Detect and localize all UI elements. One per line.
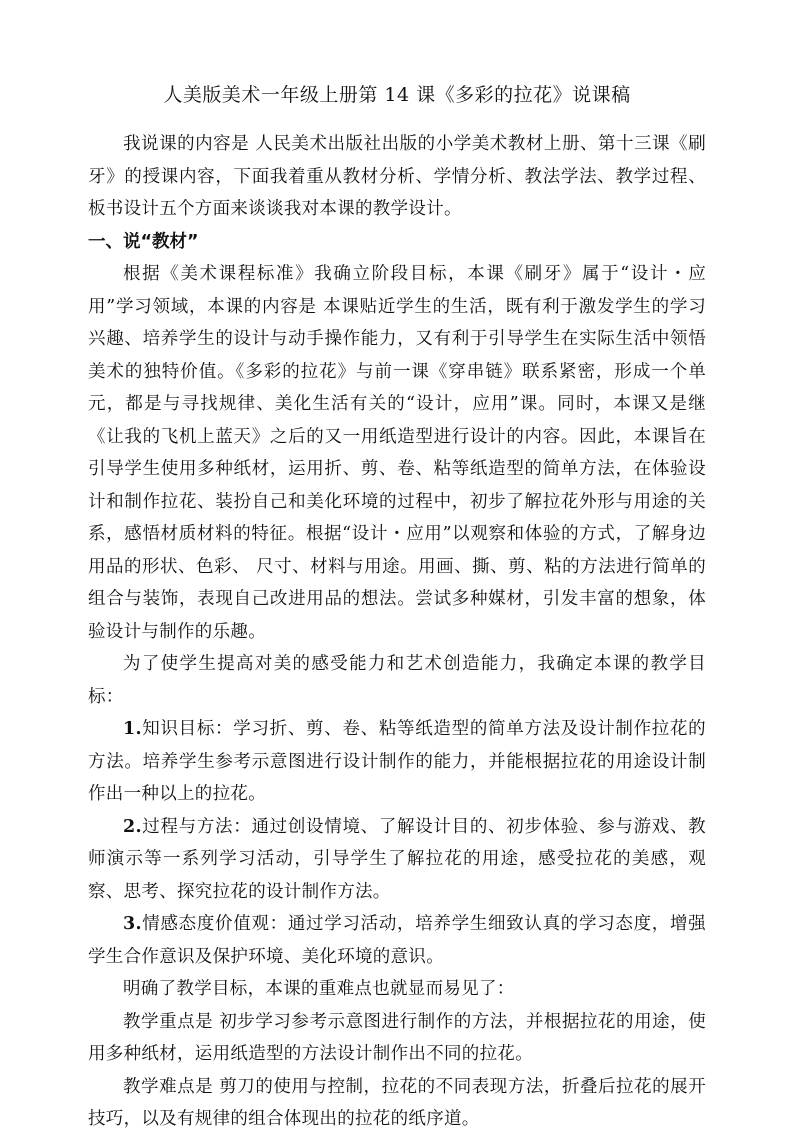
objective-process <box>88 811 706 909</box>
section-heading-textbook: 一、说“教材” <box>88 231 199 252</box>
objective-text: 知识目标：学习折、剪、卷、粘等纸造型的简单方法及设计制作拉花的方法。培养学生参考示意图进行设计制作的能力，并能根据拉花的用途设计制作出一种以上的拉花。 <box>88 719 706 804</box>
teaching-difficulty-paragraph: 教学难点是 剪刀的使用与控制，拉花的不同表现方法，折叠后拉花的展开技巧，以及有规律的组合体现出的拉花的纸序道。 <box>88 1076 706 1129</box>
objective-emotion <box>88 908 706 973</box>
intro-paragraph: 我说课的内容是 人民美术出版社出版的小学美术教材上册、第十三课《刷牙》的授课内容，下面我着重从教材分析、学情分析、教法学法、教学过程、板书设计五个方面来谈谈我对本课的教学设计。 <box>88 134 706 219</box>
objectives-intro-paragraph: 为了使学生提高对美的感受能力和艺术创造能力，我确定本课的教学目标： <box>88 654 706 707</box>
objective-knowledge <box>88 713 706 811</box>
objective-text: 情感态度价值观：通过学习活动，培养学生细致认真的学习态度，增强学生合作意识及保护环境、美化环境的意识。 <box>88 914 706 967</box>
objective-number: 2. <box>123 816 142 837</box>
objective-number: 3. <box>123 914 142 934</box>
key-points-intro-paragraph: 明确了教学目标，本课的重难点也就显而易见了： <box>123 979 515 999</box>
objective-number: 1. <box>123 719 142 739</box>
textbook-analysis-paragraph: 根据《美术课程标准》我确立阶段目标，本课《刷牙》属于“设计・应用”学习领域，本课的内容是 本课贴近学生的生活，既有利于激发学生的学习兴趣、培养学生的设计与动手操作能力，又有利于引导学生在实际生活中领悟美术的独特价值。《多彩的拉花》与前一课《穿串链》联系紧密，形成一个单元，都是与寻找规律、美化生活有关的“设计，应用”课。同时，本课又是继《让我的飞机上蓝天》之后的又一用纸造型进行设计的内容。因此，本课旨在引导学生使用多种纸材，运用折、剪、卷、粘等纸造型的简单方法，在体验设计和制作拉花、装扮自己和美化环境的过程中，初步了解拉花外形与用途的关系，感悟材质材料的特征。根据“设计・应用”以观察和体验的方式，了解身边用品的形状、色彩、 尺寸、材料与用途。用画、撕、剪、粘的方法进行简单的组合与装饰，表现自己改进用品的想法。尝试多种媒材，引发丰富的想象，体验设计与制作的乐趣。 <box>88 264 706 642</box>
teaching-key-point-paragraph: 教学重点是 初步学习参考示意图进行制作的方法，并根据拉花的用途，使用多种纸材，运用纸造型的方法设计制作出不同的拉花。 <box>88 1011 706 1064</box>
objective-text: 过程与方法：通过创设情境、了解设计目的、初步体验、参与游戏、教师演示等一系列学习活动，引导学生了解拉花的用途，感受拉花的美感，观察、思考、探究拉花的设计制作方法。 <box>88 816 706 902</box>
document-title: 人美版美术一年级上册第 14 课《多彩的拉花》说课稿 <box>163 84 631 106</box>
